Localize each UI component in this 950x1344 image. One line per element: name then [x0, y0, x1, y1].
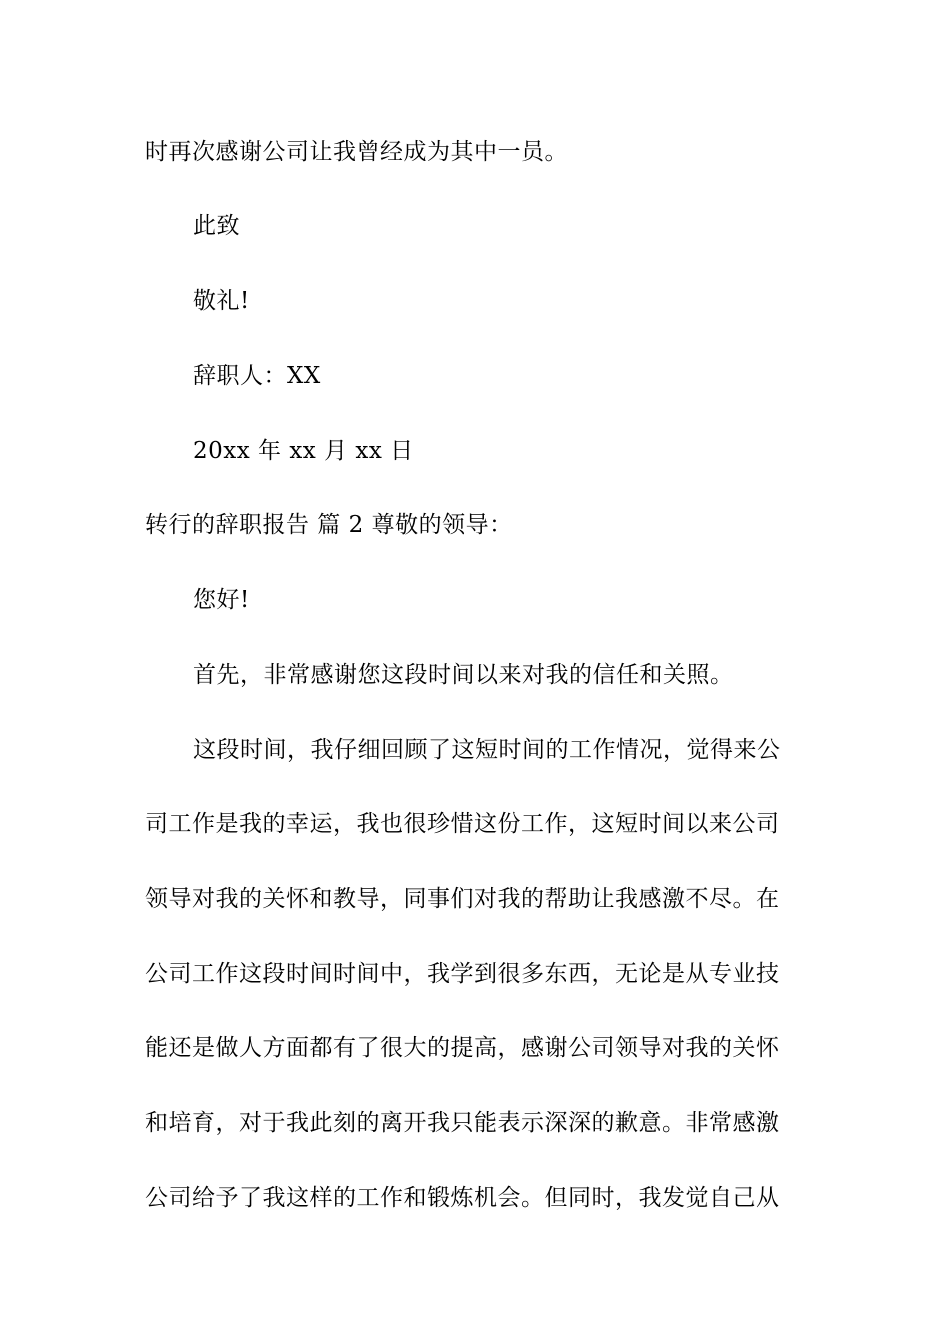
- paragraph-line: 公司给予了我这样的工作和锻炼机会。但同时，我发觉自己从: [145, 1185, 780, 1211]
- signature-name: 辞职人：XX: [193, 363, 321, 389]
- closing-respect: 敬礼!: [193, 288, 250, 314]
- paragraph-line: 公司工作这段时间时间中，我学到很多东西，无论是从专业技: [145, 961, 780, 987]
- paragraph-line: 能还是做人方面都有了很大的提高，感谢公司领导对我的关怀: [145, 1035, 780, 1061]
- greeting: 您好!: [193, 587, 250, 613]
- section-heading: 转行的辞职报告 篇 2 尊敬的领导：: [145, 512, 513, 538]
- signature-date: 20xx 年 xx 月 xx 日: [193, 438, 414, 464]
- paragraph-line: 领导对我的关怀和教导，同事们对我的帮助让我感激不尽。在: [145, 886, 780, 912]
- paragraph-line: 首先，非常感谢您这段时间以来对我的信任和关照。: [193, 662, 734, 688]
- paragraph-line: 和培育，对于我此刻的离开我只能表示深深的歉意。非常感激: [145, 1110, 780, 1136]
- closing-salutation: 此致: [193, 213, 240, 239]
- paragraph-line: 这段时间，我仔细回顾了这短时间的工作情况，觉得来公: [193, 737, 781, 763]
- paragraph-line: 司工作是我的幸运，我也很珍惜这份工作，这短时间以来公司: [145, 811, 780, 837]
- paragraph-line: 时再次感谢公司让我曾经成为其中一员。: [145, 139, 568, 165]
